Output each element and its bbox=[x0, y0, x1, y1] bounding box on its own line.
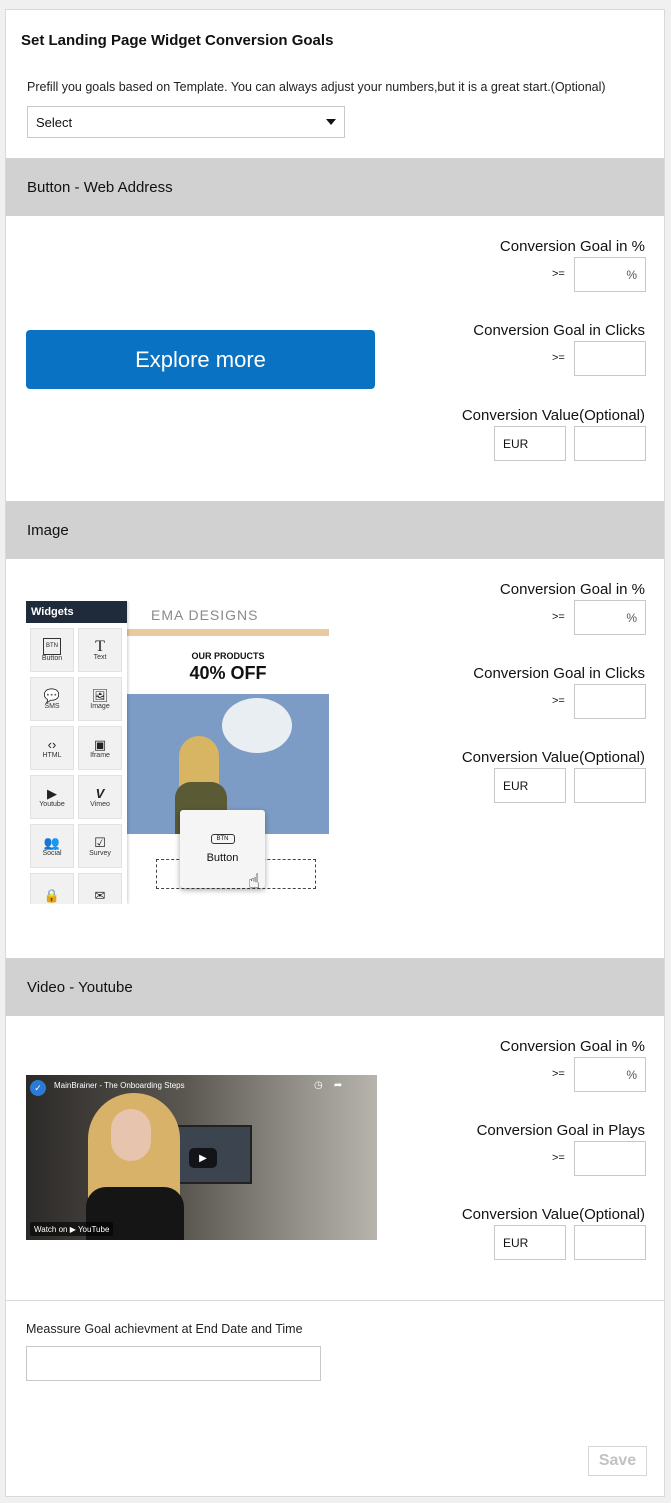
widget-tile-email-icon: ✉ bbox=[78, 873, 122, 904]
percent-sign: % bbox=[626, 267, 637, 282]
widgets-panel bbox=[26, 601, 127, 904]
currency-field[interactable] bbox=[494, 768, 566, 803]
gte-label: >= bbox=[552, 695, 565, 707]
conversion-value-input[interactable] bbox=[574, 426, 646, 461]
save-button[interactable]: Save bbox=[588, 1446, 647, 1476]
caret-down-icon bbox=[326, 119, 336, 125]
widget-tile-survey: ☑ Survey bbox=[78, 824, 122, 868]
btn-icon: BTN bbox=[211, 834, 235, 844]
conversion-value-label: Conversion Value(Optional) bbox=[461, 1206, 645, 1223]
channel-logo-icon: ✓ bbox=[30, 1080, 46, 1096]
widget-tile-iframe: ▣ Iframe bbox=[78, 726, 122, 770]
products-text: OUR PRODUCTS bbox=[191, 651, 265, 661]
conversion-value-label: Conversion Value(Optional) bbox=[461, 749, 645, 766]
goal-clicks-input[interactable] bbox=[574, 684, 646, 719]
gte-label: >= bbox=[552, 1068, 565, 1080]
widget-tile-social: 👥 Social bbox=[30, 824, 74, 868]
currency-value: EUR bbox=[503, 436, 529, 451]
goal-percent-input[interactable] bbox=[574, 1057, 646, 1092]
goal-clicks-input[interactable] bbox=[574, 341, 646, 376]
goal-plays-input[interactable] bbox=[574, 1141, 646, 1176]
percent-sign: % bbox=[626, 610, 637, 625]
section-divider bbox=[6, 1300, 664, 1301]
conversion-goals-panel bbox=[5, 9, 665, 1497]
explore-more-button-preview: Explore more bbox=[26, 330, 375, 389]
goal-plays-label: Conversion Goal in Plays bbox=[476, 1122, 645, 1139]
gte-label: >= bbox=[552, 1152, 565, 1164]
goal-percent-label: Conversion Goal in % bbox=[499, 581, 645, 598]
widget-tile-youtube: ▶ Youtube bbox=[30, 775, 74, 819]
goal-percent-label: Conversion Goal in % bbox=[499, 238, 645, 255]
gte-label: >= bbox=[552, 352, 565, 364]
currency-value: EUR bbox=[503, 778, 529, 793]
presenter-face bbox=[111, 1109, 151, 1161]
template-select-value: Select bbox=[36, 114, 73, 130]
section-header-image: Image bbox=[6, 501, 664, 559]
video-preview bbox=[26, 1075, 377, 1240]
button-card-label: Button bbox=[206, 852, 239, 864]
prefill-label: Prefill you goals based on Template. You can always adjust your numbers,but it is a great start.(Optional) bbox=[27, 80, 606, 94]
section-header-video: Video - Youtube bbox=[6, 958, 664, 1016]
widget-tile-sms: 💬 SMS bbox=[30, 677, 74, 721]
goal-clicks-label: Conversion Goal in Clicks bbox=[473, 665, 645, 682]
goal-clicks-label: Conversion Goal in Clicks bbox=[473, 322, 645, 339]
widget-tile-button: BTN Button bbox=[30, 628, 74, 672]
end-date-time-input[interactable] bbox=[26, 1346, 321, 1381]
image-preview bbox=[26, 601, 329, 904]
section-header-button: Button - Web Address bbox=[6, 158, 664, 216]
watch-on-youtube: Watch on ▶ YouTube bbox=[30, 1222, 113, 1236]
play-icon: ▶ bbox=[189, 1148, 217, 1168]
widgets-panel-title: Widgets bbox=[26, 601, 127, 623]
template-select[interactable] bbox=[27, 106, 345, 138]
page-title: Set Landing Page Widget Conversion Goals bbox=[21, 32, 334, 49]
brand-logo: EMA DESIGNS bbox=[151, 607, 259, 623]
percent-sign: % bbox=[626, 1067, 637, 1082]
discount-text: 40% OFF bbox=[189, 663, 267, 683]
conversion-value-input[interactable] bbox=[574, 1225, 646, 1260]
widget-tile-image: 🖼 Image bbox=[78, 677, 122, 721]
currency-value: EUR bbox=[503, 1235, 529, 1250]
goal-percent-label: Conversion Goal in % bbox=[499, 1038, 645, 1055]
currency-field[interactable] bbox=[494, 426, 566, 461]
measure-goal-label: Meassure Goal achievment at End Date and Time bbox=[26, 1322, 303, 1336]
currency-field[interactable] bbox=[494, 1225, 566, 1260]
widget-tile-html: ‹› HTML bbox=[30, 726, 74, 770]
balloon-shape bbox=[222, 698, 292, 753]
widget-tile-text: T Text bbox=[78, 628, 122, 672]
conversion-value-label: Conversion Value(Optional) bbox=[461, 407, 645, 424]
conversion-value-input[interactable] bbox=[574, 768, 646, 803]
hand-cursor-icon: ☝ bbox=[248, 871, 261, 893]
gte-label: >= bbox=[552, 268, 565, 280]
decorative-stripe bbox=[127, 629, 329, 636]
goal-percent-input[interactable] bbox=[574, 257, 646, 292]
widget-tile-lock-icon: 🔒 bbox=[30, 873, 74, 904]
gte-label: >= bbox=[552, 611, 565, 623]
goal-percent-input[interactable] bbox=[574, 600, 646, 635]
share-icon: ◷ ➦ bbox=[314, 1080, 343, 1091]
video-title: MainBrainer - The Onboarding Steps bbox=[54, 1081, 185, 1090]
widget-tile-vimeo: V Vimeo bbox=[78, 775, 122, 819]
